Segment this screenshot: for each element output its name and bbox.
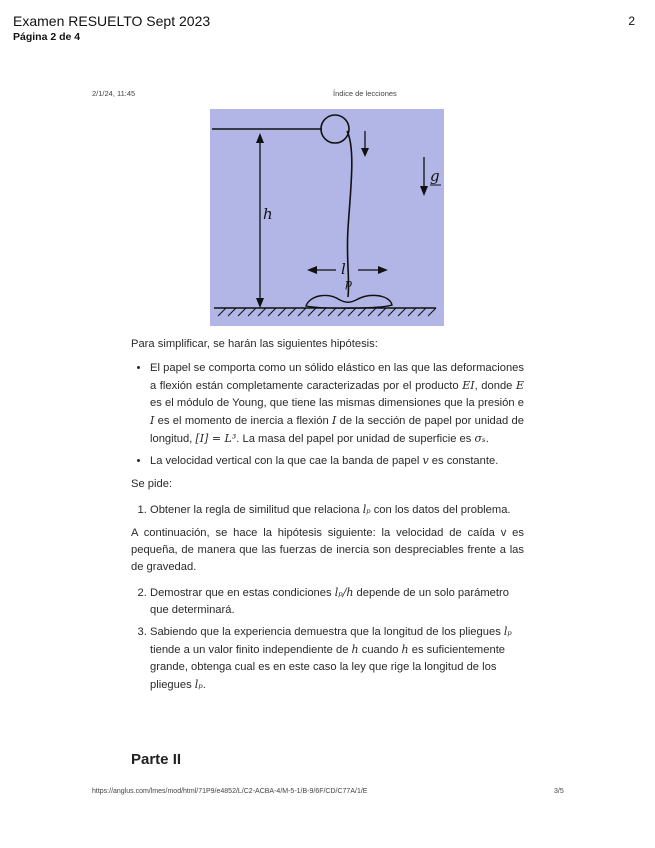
gravity-label: g [430,167,440,185]
hypothesis-1: • El papel se comporta como un sólido elástico en las que las deformaciones a flexión están completamente caracterizadas por el producto EI, donde E es el módulo de Young, que tiene las mismas dimensiones que la presión e I es el momento de inercia a flexión I de la sección de papel por unidad de longitud, [I] = L³. La masa del papel por unidad de superficie es σₛ. [150,360,524,448]
se-pide-heading: Se pide: [131,478,173,490]
continuation-paragraph: A continuación, se hace la hipótesis siguiente: la velocidad de caída v es pequeña, de manera que las fuerzas de inercia son despreciables frente a las de gravedad. [131,527,524,573]
questions-list-b [131,584,524,694]
ground-hatching [218,308,436,316]
section-heading-parte-ii: Parte II [131,751,182,768]
height-label: h [263,205,273,223]
roller [321,115,349,143]
question-3: 3. Sabiendo que la experiencia demuestra que la longitud de los pliegues lₚ tiende a un valor finito independiente de h cuando h es suficientemente grande, obtenga cual es en este caso la ley que rige la longitud de los pliegues lₚ. [150,623,524,694]
questions-list-a [131,501,524,519]
falling-paper-figure [210,109,444,326]
footer-url: https://anglus.com/lmes/mod/html/71P9/e4852/L/C2-ACBA-4/M-5-1/B-9/6F/CD/C77A/1/E [92,788,368,795]
document-title: Examen RESUELTO Sept 2023 [13,13,211,29]
print-title: Índice de lecciones [333,89,397,98]
print-date: 2/1/24, 11:45 [92,89,136,98]
hypotheses-list [131,360,524,470]
page-number: 2 [628,14,635,28]
question-1: 1. Obtener la regla de similitud que relaciona lₚ con los datos del problema. [150,501,524,519]
page-indicator: Página 2 de 4 [13,31,81,43]
question-2: 2. Demostrar que en estas condiciones lₚ/h depende de un solo parámetro que determinará. [150,584,524,619]
intro-paragraph: Para simplificar, se harán las siguientes hipótesis: [131,338,378,350]
paper-folds [306,295,392,308]
problem-text [131,336,524,698]
hypothesis-2: • La velocidad vertical con la que cae la banda de papel v es constante. [150,452,524,470]
footer-page: 3/5 [554,788,564,795]
paper-band [347,131,352,297]
fold-subscript-label: p [345,277,353,290]
fold-length-label: l [341,260,346,278]
